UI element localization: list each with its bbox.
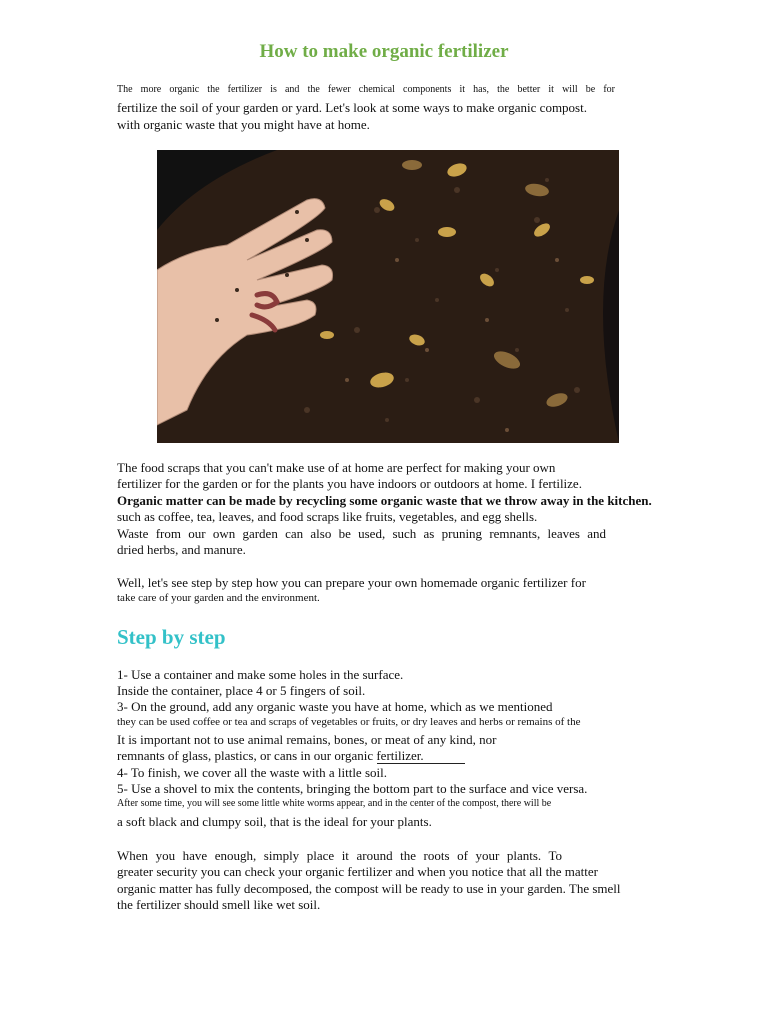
- step-line: remnants of glass, plastics, or cans in our organic fertilizer.: [117, 748, 424, 763]
- paragraph-line: Well, let's see step by step how you can prepare your own homemade organic fertilizer for: [117, 575, 586, 590]
- step-line: 3- On the ground, add any organic waste you have at home, which as we mentioned: [117, 699, 553, 714]
- step-line: It is important not to use animal remains, bones, or meat of any kind, nor: [117, 732, 497, 747]
- page-title: How to make organic fertilizer: [259, 41, 509, 62]
- step-line: Inside the container, place 4 or 5 fingers of soil.: [117, 683, 366, 698]
- underline-rule: [377, 763, 465, 764]
- step-line: After some time, you will see some little white worms appear, and in the center of the compost, there will be: [117, 798, 552, 809]
- compost-photo: [157, 150, 619, 443]
- paragraph-line: the fertilizer should smell like wet soil.: [117, 897, 321, 912]
- compost-image: [157, 150, 619, 443]
- intro-line: with organic waste that you might have at home.: [117, 117, 370, 132]
- paragraph-line: fertilizer for the garden or for the plants you have indoors or outdoors at home. I fertilize.: [117, 476, 582, 491]
- paragraph-line: When you have enough, simply place it around the roots of your plants. To: [117, 848, 562, 863]
- paragraph-line: organic matter has fully decomposed, the compost will be ready to use in your garden. The smell: [117, 881, 621, 896]
- paragraph-line: take care of your garden and the environment.: [117, 592, 320, 604]
- step-line: 4- To finish, we cover all the waste with a little soil.: [117, 765, 387, 780]
- paragraph-line: Waste from our own garden can also be used, such as pruning remnants, leaves and: [117, 526, 606, 541]
- paragraph-line: The food scraps that you can't make use of at home are perfect for making your own: [117, 460, 556, 475]
- step-line: a soft black and clumpy soil, that is the ideal for your plants.: [117, 814, 432, 829]
- paragraph-line: such as coffee, tea, leaves, and food scraps like fruits, vegetables, and egg shells.: [117, 509, 538, 524]
- paragraph-line: greater security you can check your organic fertilizer and when you notice that all the matter: [117, 864, 598, 879]
- step-line: 1- Use a container and make some holes in the surface.: [117, 667, 404, 682]
- step-line: 5- Use a shovel to mix the contents, bringing the bottom part to the surface and vice versa.: [117, 781, 588, 796]
- intro-line: The more organic the fertilizer is and the fewer chemical components it has, the better it will be for: [117, 84, 615, 95]
- bold-paragraph-line: Organic matter can be made by recycling some organic waste that we throw away in the kitchen.: [117, 493, 652, 508]
- section-heading: Step by step: [117, 625, 226, 649]
- paragraph-line: dried herbs, and manure.: [117, 542, 246, 557]
- step-line: they can be used coffee or tea and scraps of vegetables or fruits, or dry leaves and herbs or remains of the: [117, 716, 581, 728]
- intro-line: fertilize the soil of your garden or yard. Let's look at some ways to make organic compost.: [117, 100, 587, 115]
